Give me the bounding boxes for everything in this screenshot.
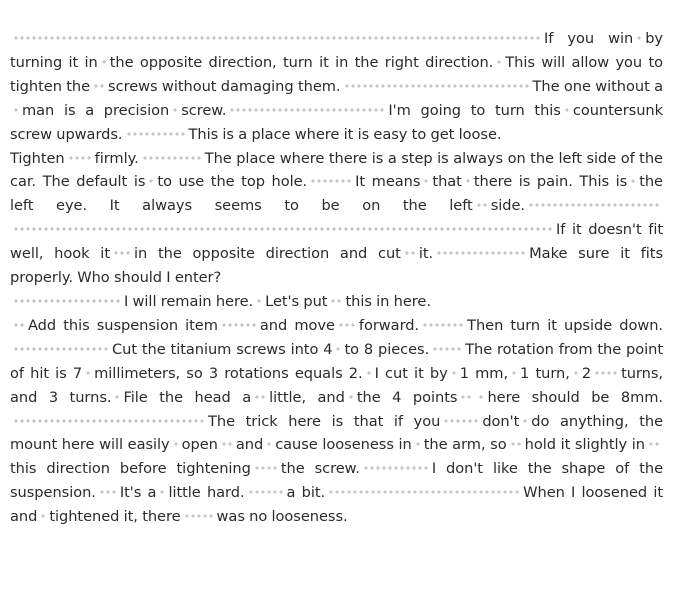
pause-marker	[113, 251, 131, 255]
pause-marker	[363, 466, 429, 470]
transcript-segment: there is pain. This is	[473, 173, 628, 191]
pause-marker	[126, 132, 186, 136]
transcript-segment: I will remain here.	[124, 292, 254, 310]
transcript-segment: a bit.	[286, 484, 326, 502]
transcript-segment: firmly.	[94, 149, 139, 167]
pause-marker	[511, 371, 517, 375]
pause-marker	[13, 347, 109, 351]
pause-marker	[366, 371, 372, 375]
pause-marker	[510, 442, 522, 446]
pause-marker	[330, 299, 342, 303]
pause-marker	[594, 371, 618, 375]
transcript-segment: Make sure it fits properly. Who should I enter?	[10, 245, 663, 287]
pause-marker	[310, 179, 352, 183]
pause-marker	[573, 371, 579, 375]
transcript-segment: man is a precision	[22, 101, 170, 119]
transcript-segment: the opposite direction, turn it in the right direction.	[109, 53, 494, 71]
pause-marker	[93, 84, 105, 88]
pause-marker	[13, 299, 121, 303]
transcript-segment: to 8 pieces.	[344, 340, 430, 358]
pause-marker	[13, 323, 25, 327]
pause-marker	[114, 395, 120, 399]
pause-marker	[13, 227, 553, 231]
pause-marker	[338, 323, 356, 327]
transcript-segment: and	[235, 436, 264, 454]
pause-marker	[476, 203, 488, 207]
transcript-segment: this in here.	[345, 292, 431, 310]
pause-marker	[13, 419, 205, 423]
pause-marker	[335, 347, 341, 351]
transcript-segment: forward.	[358, 316, 420, 334]
transcript-segment: Tighten	[10, 149, 65, 167]
pause-marker	[564, 108, 570, 112]
pause-marker	[248, 490, 284, 494]
pause-marker	[465, 179, 471, 183]
pause-marker	[159, 490, 165, 494]
pause-marker	[404, 251, 416, 255]
transcript-segment: It means	[355, 173, 421, 191]
transcript-segment: little hard.	[168, 484, 245, 502]
pause-marker	[221, 442, 233, 446]
transcript-segment: Add this suspension item	[28, 316, 218, 334]
transcript-segment: 1 turn,	[520, 364, 570, 382]
transcript-segment: open	[181, 436, 218, 454]
pause-marker	[68, 156, 92, 160]
transcript-segment: If it doesn't fit well, hook it	[10, 221, 663, 263]
pause-marker	[522, 419, 528, 423]
pause-marker	[451, 371, 457, 375]
transcript-segment: the arm, so	[423, 436, 507, 454]
transcript-segment: 1 mm,	[459, 364, 509, 382]
transcript-segment: countersunk screw upwards.	[10, 101, 663, 143]
transcript-segment: cause looseness in	[275, 436, 412, 454]
pause-marker	[254, 466, 278, 470]
pause-marker	[423, 179, 429, 183]
pause-marker	[13, 108, 19, 112]
pause-marker	[142, 156, 202, 160]
transcript-segment: screw.	[181, 101, 227, 119]
transcript-segment: This will allow you to tighten the	[10, 53, 663, 95]
transcript-segment: It's a	[119, 484, 157, 502]
pause-marker	[99, 490, 117, 494]
pause-marker	[432, 347, 462, 351]
pause-marker	[256, 299, 262, 303]
pause-marker	[630, 179, 636, 183]
pause-marker	[460, 395, 472, 399]
transcript-segment: When I loosened it and	[10, 484, 663, 526]
pause-marker	[221, 323, 257, 327]
transcript-segment: I'm going to turn this	[388, 101, 561, 119]
transcript-segment: tightened it, there	[49, 508, 181, 526]
pause-marker	[648, 442, 660, 446]
transcript-segment: I cut it by	[374, 364, 448, 382]
transcript-segment: The rotation from the point of hit is 7	[10, 340, 663, 382]
transcript-segment: and move	[259, 316, 335, 334]
transcript-segment: side.	[490, 197, 525, 215]
transcript-segment: 2	[581, 364, 592, 382]
pause-marker	[13, 36, 541, 40]
pause-marker	[40, 514, 46, 518]
transcript-segment: Cut the titanium screws into 4	[112, 340, 333, 358]
pause-marker	[85, 371, 91, 375]
subtitle-transcript	[10, 27, 663, 529]
transcript-segment: Then turn it upside down.	[467, 316, 663, 334]
transcript-segment: was no looseness.	[216, 508, 348, 526]
transcript-segment: the 4 points	[356, 388, 458, 406]
pause-marker	[172, 108, 178, 112]
pause-marker	[348, 395, 354, 399]
pause-marker	[173, 442, 179, 446]
transcript-segment: If you win	[544, 30, 634, 47]
transcript-segment: I don't like the shape of the suspension.	[10, 460, 664, 502]
transcript-segment: to use the top hole.	[157, 173, 308, 191]
transcript-segment: hold it slightly in	[524, 436, 645, 454]
transcript-segment: turns, and 3 turns.	[10, 364, 663, 406]
transcript-segment: in the opposite direction and cut	[134, 245, 401, 263]
transcript-segment: by turning it in	[10, 30, 663, 71]
transcript-segment: little, and	[269, 388, 345, 406]
pause-marker	[148, 179, 154, 183]
transcript-segment: This is a place where it is easy to get loose.	[188, 125, 502, 143]
transcript-segment: screws without damaging them.	[108, 77, 341, 95]
pause-marker	[443, 419, 479, 423]
pause-marker	[528, 203, 660, 207]
transcript-segment: don't	[482, 412, 520, 430]
transcript-segment: The place where there is a step is always on the left side of the car. The default is	[10, 149, 663, 191]
transcript-segment: do anything, the mount here will easily	[10, 412, 663, 454]
pause-marker	[344, 84, 530, 88]
pause-marker	[229, 108, 385, 112]
transcript-segment: the screw.	[280, 460, 360, 478]
pause-marker	[436, 251, 526, 255]
pause-marker	[328, 490, 520, 494]
pause-marker	[266, 442, 272, 446]
transcript-segment: millimeters, so 3 rotations equals 2.	[94, 364, 363, 382]
pause-marker	[184, 514, 214, 518]
pause-marker	[254, 395, 266, 399]
pause-marker	[636, 36, 642, 40]
transcript-segment: The trick here is that if you	[208, 412, 441, 430]
pause-marker	[478, 395, 484, 399]
transcript-segment: The one without a	[532, 77, 663, 95]
transcript-segment: the left eye. It always seems to be on the left	[10, 173, 663, 215]
pause-marker	[496, 60, 502, 64]
pause-marker	[415, 442, 421, 446]
transcript-segment: this direction before tightening	[10, 460, 251, 478]
pause-marker	[422, 323, 464, 327]
transcript-segment: here should be 8mm.	[487, 388, 663, 406]
pause-marker	[101, 60, 107, 64]
transcript-segment: Let's put	[265, 292, 328, 310]
transcript-segment: it.	[418, 245, 434, 263]
transcript-segment: that	[432, 173, 462, 191]
transcript-segment: File the head a	[123, 388, 252, 406]
